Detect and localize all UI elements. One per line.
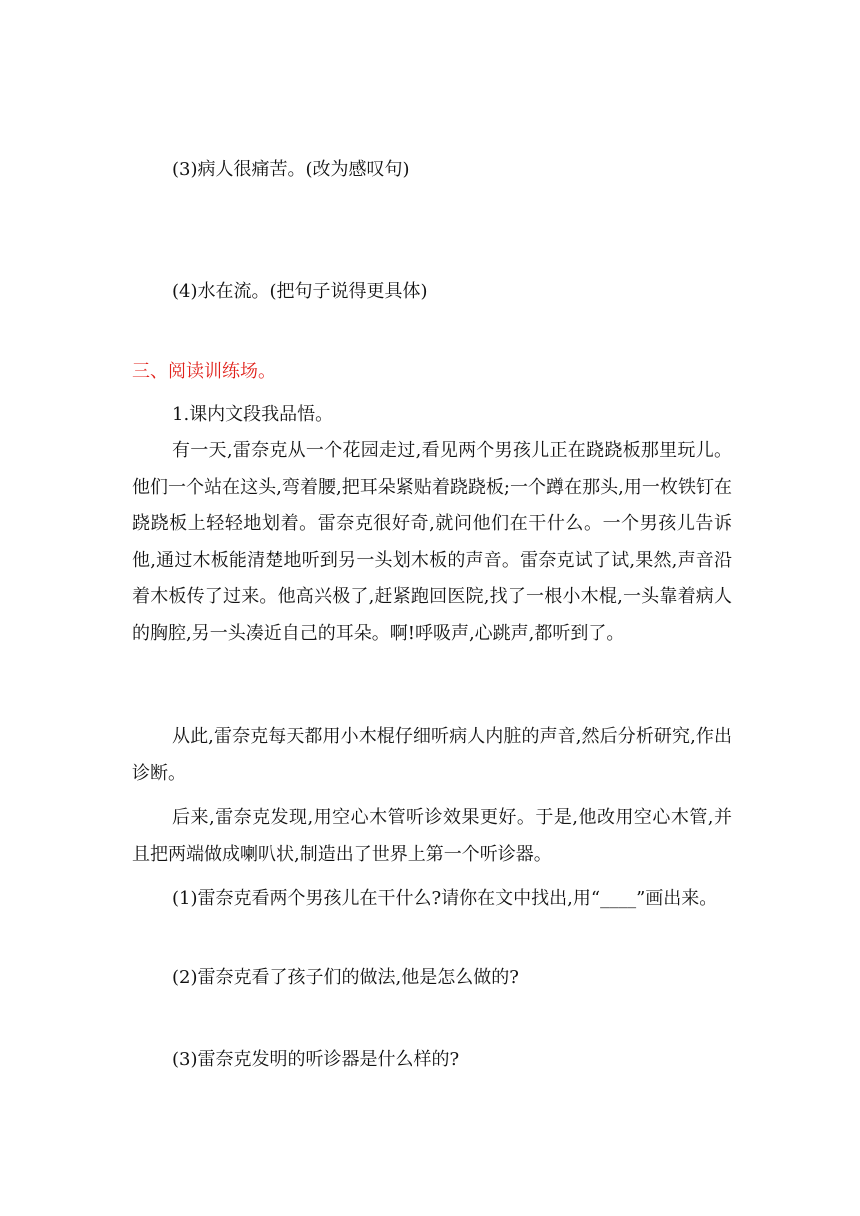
reading-question-3: (3)雷奈克发明的听诊器是什么样的? — [172, 1049, 460, 1070]
passage-paragraph-1: 有一天,雷奈克从一个花园走过,看见两个男孩儿正在跷跷板那里玩儿。他们一个站在这头,弯着腰,把耳朵紧贴着跷跷板;一个蹲在那头,用一枚铁钉在跷跷板上轻轻地划着。雷奈克很好奇,就问他们在干什么。一个男孩儿告诉他,通过木板能清楚地听到另一头划木板的声音。雷奈克试了试,果然,声音沿着木板传了过来。他高兴极了,赶紧跑回医院,找了一根小木棍,一头靠着病人的胸腔,另一头凑近自己的耳朵。啊!呼吸声,心跳声,都听到了。 — [132, 440, 732, 644]
question-make-specific: (4)水在流。(把句子说得更具体) — [172, 281, 428, 302]
question-rewrite-exclamation: (3)病人很痛苦。(改为感叹句) — [172, 159, 410, 180]
item-heading: 1.课内文段我品悟。 — [172, 404, 334, 425]
reading-question-1: (1)雷奈克看两个男孩儿在干什么?请你在文中找出,用“____”画出来。 — [172, 888, 718, 909]
passage-paragraph-3: 后来,雷奈克发现,用空心木管听诊效果更好。于是,他改用空心木管,并且把两端做成喇叭状,制造出了世界上第一个听诊器。 — [132, 807, 732, 865]
section-heading-reading: 三、阅读训练场。 — [132, 361, 276, 382]
reading-question-2: (2)雷奈克看了孩子们的做法,他是怎么做的? — [172, 967, 519, 988]
passage-paragraph-2: 从此,雷奈克每天都用小木棍仔细听病人内脏的声音,然后分析研究,作出诊断。 — [132, 726, 732, 784]
